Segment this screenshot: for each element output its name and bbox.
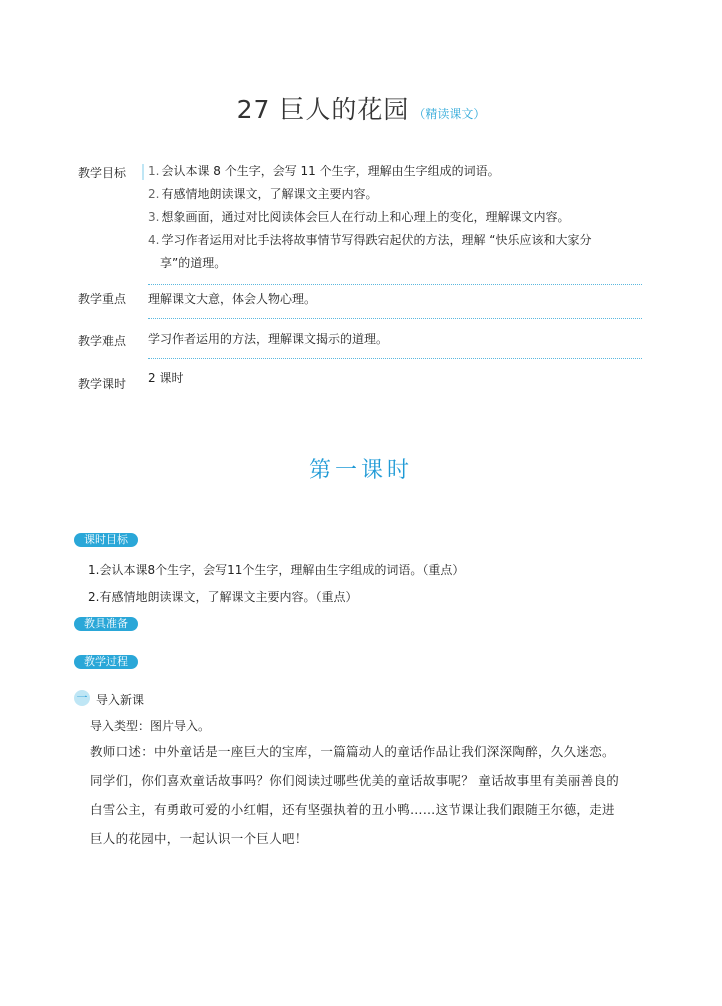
step-title: 导入新课 — [96, 693, 145, 707]
difficulty-text: 学习作者运用的方法，理解课文揭示的道理。 — [148, 332, 389, 346]
objective-item: 2.有感情地朗读课文，了解课文主要内容。（重点） — [88, 590, 358, 604]
difficulty-label: 教学难点 — [76, 332, 128, 349]
lesson-objectives-badge: 课时目标 — [74, 533, 138, 547]
goal-item: 3. 想象画面，通过对比阅读体会巨人在行动上和心理上的变化，理解课文内容。 — [148, 210, 570, 224]
paragraph-line: 巨人的花园中，一起认识一个巨人吧！ — [90, 831, 308, 846]
sub-title: （精读课文） — [413, 107, 486, 121]
paragraph-line: 同学们，你们喜欢童话故事吗？你们阅读过哪些优美的童话故事呢？ 童话故事里有美丽善良的 — [90, 773, 620, 788]
goal-item: 4. 学习作者运用对比手法将故事情节写得跌宕起伏的方法，理解 “快乐应该和大家分 — [148, 233, 592, 247]
goal-item-continued: 享”的道理。 — [160, 256, 227, 270]
teaching-tools-badge: 教具准备 — [74, 617, 138, 631]
key-points-label: 教学重点 — [76, 290, 128, 307]
paragraph-line: 教师口述：中外童话是一座巨大的宝库，一篇篇动人的童话作品让我们深深陶醉，久久迷恋。 — [90, 744, 615, 759]
objective-item: 1.会认本课8个生字，会写11个生字，理解由生字组成的词语。（重点） — [88, 563, 465, 577]
goal-item: 2. 有感情地朗读课文，了解课文主要内容。 — [148, 187, 378, 201]
class-hours-label: 教学课时 — [76, 375, 128, 392]
teaching-process-badge: 教学过程 — [74, 655, 138, 669]
goal-item: 1. 会认本课 8 个生字，会写 11 个生字，理解由生字组成的词语。 — [148, 164, 500, 178]
intro-paragraph — [90, 737, 650, 853]
document-title — [0, 90, 722, 126]
intro-type-line: 导入类型：图片导入。 — [90, 719, 211, 733]
teaching-goals-label: 教学目标 — [76, 164, 128, 181]
key-points-text: 理解课文大意，体会人物心理。 — [148, 292, 317, 306]
teaching-goals-list — [148, 160, 592, 275]
class-hours-text: 2 课时 — [148, 371, 184, 385]
step-number-badge: 一 — [74, 690, 90, 706]
main-title: 27 巨人的花园 — [236, 95, 410, 124]
paragraph-line: 白雪公主，有勇敢可爱的小红帽，还有坚强执着的丑小鸭……这节课让我们跟随王尔德，走进 — [90, 802, 615, 817]
lesson-heading: 第一课时 — [308, 458, 413, 483]
